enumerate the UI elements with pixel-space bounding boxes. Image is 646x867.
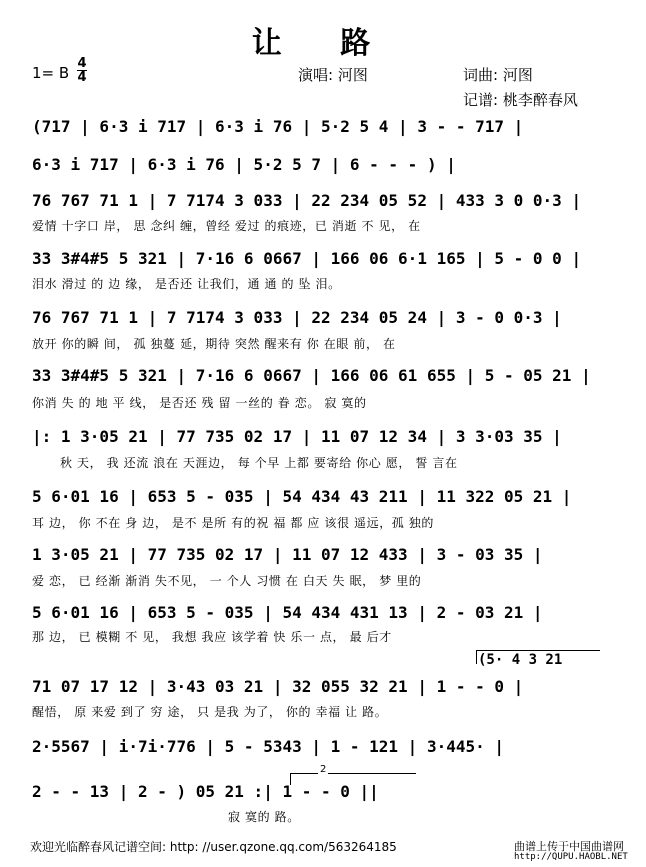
score-line-7-notes: |: 1 3·05 21 | 77 735 02 17 | 11 07 12 34 | 3 3·03 35 | [32, 427, 562, 446]
score-line-10-notes: 5 6·01 16 | 653 5 - 035 | 54 434 431 13 | 2 - 03 21 | [32, 603, 543, 622]
footer-site-url[interactable]: http://QUPU.HAOBL.NET [514, 852, 628, 862]
song-title: 让 路 [251, 26, 395, 61]
time-signature [77, 58, 87, 83]
score-line-9-lyrics: 爱 恋， 已 经渐 渐消 失不见， 一 个人 习惯 在 白天 失 眠， 梦 里的 [32, 574, 422, 588]
score-line-13-lyrics: 寂 寞的 路。 [228, 810, 300, 824]
footer-site-name: 曲谱上传于中国曲谱网 [514, 840, 624, 853]
score-line-2-notes: 6·3 i 717 | 6·3 i 76 | 5·2 5 7 | 6 - - - ) | [32, 155, 456, 174]
score-line-8-lyrics: 耳 边， 你 不在 身 边， 是不 是所 有的祝 福 都 应 该很 遥远，孤 独的 [32, 516, 435, 530]
volta-bracket-2-number: 2 [320, 764, 327, 775]
score-line-3-notes: 76 767 71 1 | 7 7174 3 033 | 22 234 05 52 | 433 3 0 0·3 | [32, 191, 582, 210]
volta-bracket-1-edge [476, 650, 477, 664]
time-signature-bottom: 4 [77, 70, 87, 85]
volta-bracket-2 [290, 773, 416, 774]
footer-link[interactable]: 欢迎光临醉春风记谱空间: http: //user.qzone.qq.com/563264185 [30, 840, 397, 854]
singer-credit: 演唱: 河图 [298, 66, 368, 84]
score-line-12-notes: 2·5567 | i·7i·776 | 5 - 5343 | 1 - 121 | 3·445· | [32, 737, 505, 756]
score-line-13-notes: 2 - - 13 | 2 - ) 05 21 :| 1 - - 0 || [32, 782, 379, 801]
score-line-1-notes: (717 | 6·3 i 717 | 6·3 i 76 | 5·2 5 4 | 3 - - 717 | [32, 117, 524, 136]
score-line-4-notes: 33 3#4#5 5 321 | 7·16 6 0667 | 166 06 6·1 165 | 5 - 0 0 | [32, 249, 582, 268]
composer-credit: 词曲: 河图 [463, 66, 533, 84]
score-line-6-lyrics: 你消 失 的 地 平 线， 是否还 残 留 一丝的 眷 恋。 寂 寞的 [32, 396, 367, 410]
score-line-11-lyrics: 醒悟， 原 来爱 到了 穷 途， 只 是我 为了， 你的 幸福 让 路。 [32, 705, 388, 719]
score-line-5-lyrics: 放开 你的瞬 间， 孤 独蔓 延，期待 突然 醒来有 你 在眼 前， 在 [32, 337, 396, 351]
score-line-10-lyrics: 那 边， 已 模糊 不 见， 我想 我应 该学着 快 乐一 点， 最 后才 [32, 630, 392, 644]
score-line-3-lyrics: 爱情 十字口 岸， 思 念纠 缠，曾经 爱过 的痕迹，已 消逝 不 见， 在 [32, 219, 421, 233]
score-line-9-notes: 1 3·05 21 | 77 735 02 17 | 11 07 12 433 | 3 - 03 35 | [32, 545, 543, 564]
key-signature: 1= B [32, 64, 70, 82]
score-line-11-upper-notes: (5· 4 3 21 [478, 652, 563, 668]
score-line-7-lyrics: 秋 天， 我 还流 浪在 天涯边， 每 个早 上都 要寄给 你心 愿， 誓 言在 [60, 456, 458, 470]
transcriber-credit: 记谱: 桃李醉春风 [463, 91, 578, 109]
volta-bracket-1 [476, 650, 600, 651]
time-signature-top: 4 [77, 56, 87, 71]
score-line-6-notes: 33 3#4#5 5 321 | 7·16 6 0667 | 166 06 61 655 | 5 - 05 21 | [32, 366, 591, 385]
score-line-8-notes: 5 6·01 16 | 653 5 - 035 | 54 434 43 211 | 11 322 05 21 | [32, 487, 572, 506]
score-line-5-notes: 76 767 71 1 | 7 7174 3 033 | 22 234 05 24 | 3 - 0 0·3 | [32, 308, 562, 327]
score-line-4-lyrics: 泪水 滑过 的 边 缘， 是否还 让我们，通 通 的 坠 泪。 [32, 277, 341, 291]
score-line-11-notes: 71 07 17 12 | 3·43 03 21 | 32 055 32 21 | 1 - - 0 | [32, 677, 524, 696]
